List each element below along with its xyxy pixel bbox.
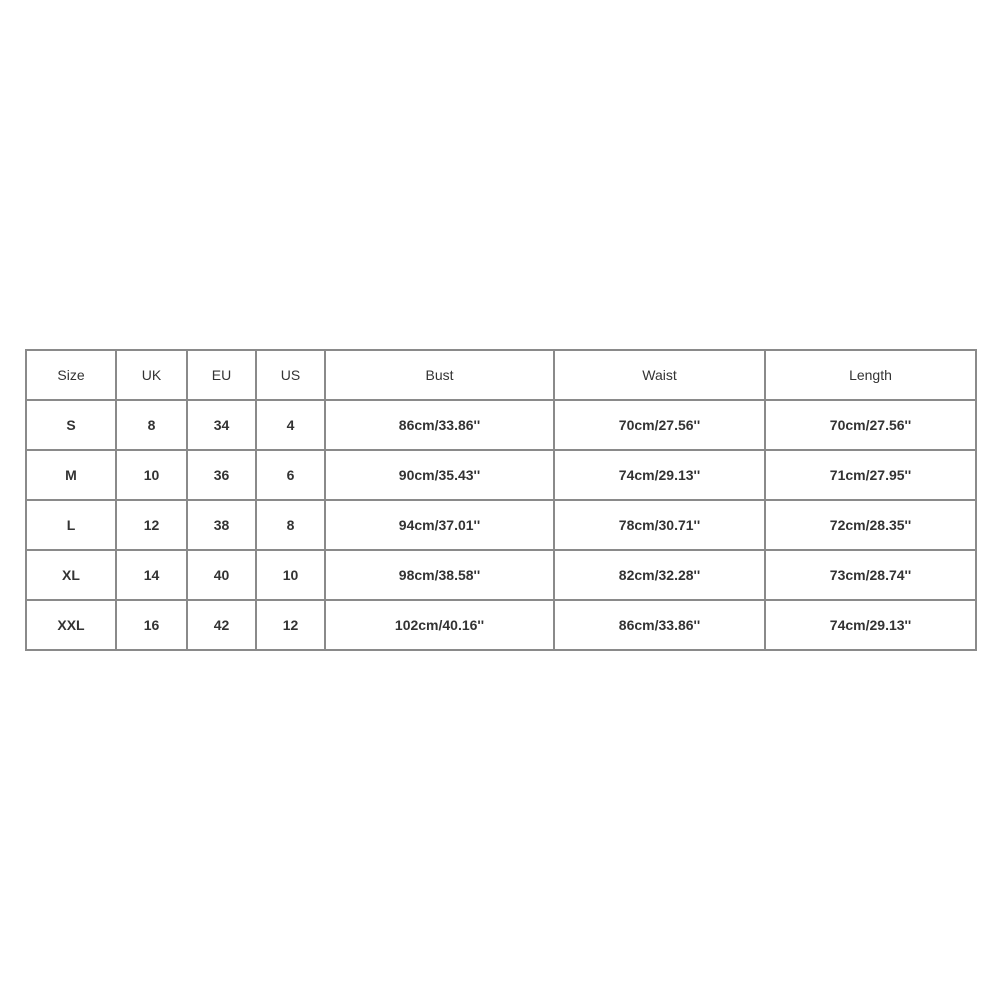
- waist-cell: 82cm/32.28'': [554, 550, 765, 600]
- length-cell: 70cm/27.56'': [765, 400, 976, 450]
- eu-cell: 38: [187, 500, 256, 550]
- bust-cell: 98cm/38.58'': [325, 550, 554, 600]
- table-row: [26, 500, 976, 550]
- us-cell: 8: [256, 500, 325, 550]
- header-eu: EU: [187, 350, 256, 400]
- size-chart-body: [26, 400, 976, 650]
- us-cell: 10: [256, 550, 325, 600]
- us-cell: 6: [256, 450, 325, 500]
- uk-cell: 14: [116, 550, 187, 600]
- header-us: US: [256, 350, 325, 400]
- eu-cell: 34: [187, 400, 256, 450]
- bust-cell: 102cm/40.16'': [325, 600, 554, 650]
- size-cell: M: [26, 450, 116, 500]
- uk-cell: 12: [116, 500, 187, 550]
- header-row: [26, 350, 976, 400]
- uk-cell: 16: [116, 600, 187, 650]
- uk-cell: 10: [116, 450, 187, 500]
- table-row: [26, 600, 976, 650]
- size-chart-table: [25, 349, 977, 651]
- us-cell: 12: [256, 600, 325, 650]
- size-cell: XL: [26, 550, 116, 600]
- bust-cell: 90cm/35.43'': [325, 450, 554, 500]
- size-cell: S: [26, 400, 116, 450]
- length-cell: 71cm/27.95'': [765, 450, 976, 500]
- header-uk: UK: [116, 350, 187, 400]
- waist-cell: 78cm/30.71'': [554, 500, 765, 550]
- eu-cell: 36: [187, 450, 256, 500]
- header-length: Length: [765, 350, 976, 400]
- length-cell: 74cm/29.13'': [765, 600, 976, 650]
- size-cell: L: [26, 500, 116, 550]
- waist-cell: 70cm/27.56'': [554, 400, 765, 450]
- size-cell: XXL: [26, 600, 116, 650]
- bust-cell: 86cm/33.86'': [325, 400, 554, 450]
- uk-cell: 8: [116, 400, 187, 450]
- eu-cell: 42: [187, 600, 256, 650]
- eu-cell: 40: [187, 550, 256, 600]
- length-cell: 72cm/28.35'': [765, 500, 976, 550]
- waist-cell: 74cm/29.13'': [554, 450, 765, 500]
- us-cell: 4: [256, 400, 325, 450]
- header-size: Size: [26, 350, 116, 400]
- size-chart-header: [26, 350, 976, 400]
- header-waist: Waist: [554, 350, 765, 400]
- table-row: [26, 450, 976, 500]
- header-bust: Bust: [325, 350, 554, 400]
- waist-cell: 86cm/33.86'': [554, 600, 765, 650]
- table-row: [26, 550, 976, 600]
- length-cell: 73cm/28.74'': [765, 550, 976, 600]
- table-row: [26, 400, 976, 450]
- bust-cell: 94cm/37.01'': [325, 500, 554, 550]
